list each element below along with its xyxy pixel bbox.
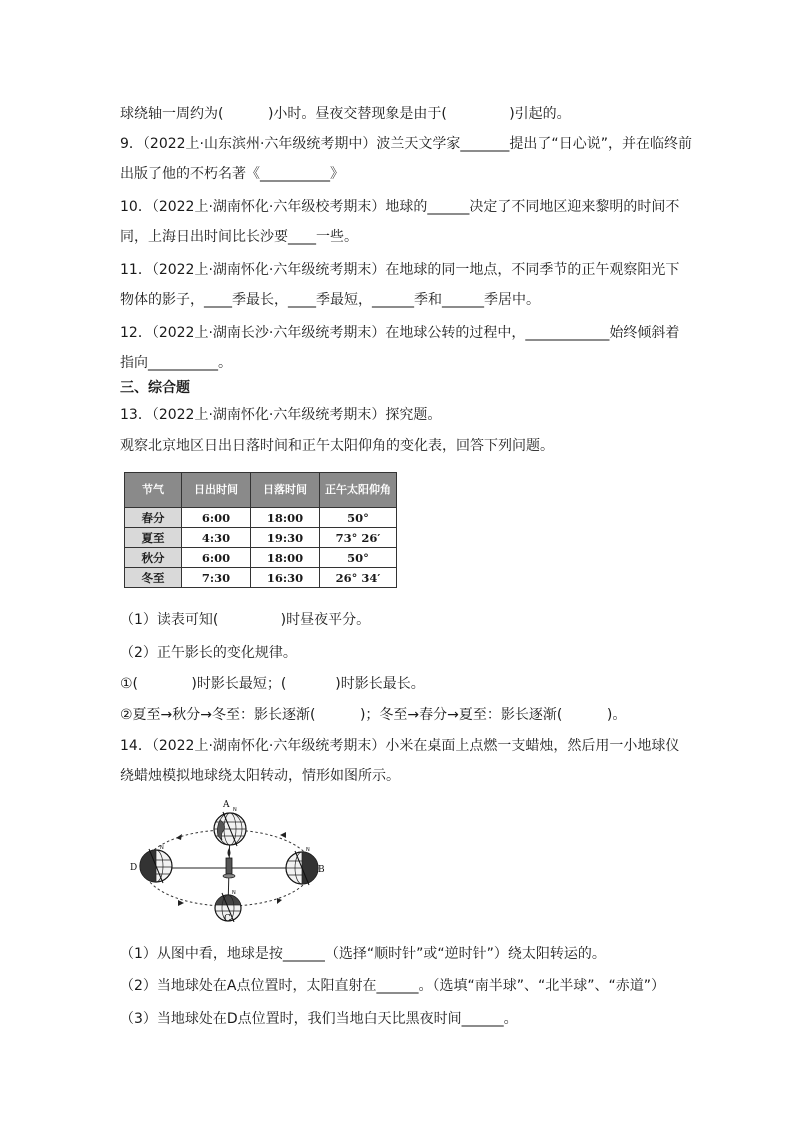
q14-part1: （1）从图中看，地球是按______（选择“顺时针”或“逆时针”）绕太阳转运的。 bbox=[120, 946, 606, 962]
q13-intro: 观察北京地区日出日落时间和正午太阳仰角的变化表，回答下列问题。 bbox=[120, 438, 554, 454]
section-heading: 三、综合题 bbox=[120, 380, 190, 396]
table-header: 节气 bbox=[125, 473, 182, 508]
table-cell: 冬至 bbox=[125, 568, 182, 588]
north-mark-c: N bbox=[232, 890, 236, 896]
table-row bbox=[125, 528, 397, 548]
table-cell: 夏至 bbox=[125, 528, 182, 548]
arrow-icon bbox=[176, 834, 182, 840]
orbit-diagram bbox=[120, 796, 340, 922]
north-mark-d: N bbox=[160, 845, 164, 851]
globe-d-icon bbox=[140, 849, 172, 883]
q11-line2: 物体的影子，____季最长，____季最短，______季和______季居中。 bbox=[120, 292, 540, 308]
table-cell: 19:30 bbox=[251, 528, 320, 548]
table-cell: 6:00 bbox=[182, 508, 251, 528]
globe-b-icon bbox=[286, 851, 318, 885]
q9-line2: 出版了他的不朽名著《__________》 bbox=[120, 166, 344, 182]
table-cell: 73° 26′ bbox=[320, 528, 397, 548]
table-cell: 16:30 bbox=[251, 568, 320, 588]
table-header-row bbox=[125, 473, 397, 508]
label-d: D bbox=[130, 863, 138, 873]
table-cell: 18:00 bbox=[251, 548, 320, 568]
north-mark-a: N bbox=[233, 807, 237, 813]
q10-line2: 同，上海日出时间比长沙要____一些。 bbox=[120, 229, 358, 245]
q8-tail: 球绕轴一周约为( )小时。昼夜交替现象是由于( )引起的。 bbox=[120, 106, 571, 122]
table-header: 正午太阳仰角 bbox=[320, 473, 397, 508]
q13-part2a: ①( )时影长最短；( )时影长最长。 bbox=[120, 676, 425, 692]
table-row bbox=[125, 568, 397, 588]
arrow-icon bbox=[178, 900, 184, 906]
q13-part2: （2）正午影长的变化规律。 bbox=[120, 645, 297, 661]
arrow-icon bbox=[277, 898, 282, 904]
q13-part1: （1）读表可知( )时昼夜平分。 bbox=[120, 612, 371, 628]
q11-line1: 11．（2022上·湖南怀化·六年级统考期末）在地球的同一地点，不同季节的正午观察阳光下 bbox=[120, 262, 680, 278]
table-cell: 50° bbox=[320, 508, 397, 528]
label-a: A bbox=[223, 800, 230, 810]
q12-line2: 指向__________。 bbox=[120, 355, 232, 371]
table-cell: 7:30 bbox=[182, 568, 251, 588]
table-cell: 秋分 bbox=[125, 548, 182, 568]
table-cell: 18:00 bbox=[251, 508, 320, 528]
table-cell: 50° bbox=[320, 548, 397, 568]
table-header: 日出时间 bbox=[182, 473, 251, 508]
table-cell: 春分 bbox=[125, 508, 182, 528]
q14-part3: （3）当地球处在D点位置时，我们当地白天比黑夜时间______。 bbox=[120, 1011, 518, 1027]
globe-a-icon bbox=[214, 812, 246, 846]
table-cell: 4:30 bbox=[182, 528, 251, 548]
table-row bbox=[125, 508, 397, 528]
table-row bbox=[125, 548, 397, 568]
q9-line1: 9．（2022上·山东滨州·六年级统考期中）波兰天文学家_______提出了“日心说”，并在临终前 bbox=[120, 136, 692, 152]
q13-part2b: ②夏至→秋分→冬至：影长逐渐( )；冬至→春分→夏至：影长逐渐( )。 bbox=[120, 707, 627, 723]
q14-line1: 14．（2022上·湖南怀化·六年级统考期末）小米在桌面上点燃一支蜡烛，然后用一小地球仪 bbox=[120, 738, 680, 754]
q13-title: 13．（2022上·湖南怀化·六年级统考期末）探究题。 bbox=[120, 407, 442, 423]
q14-part2: （2）当地球处在A点位置时，太阳直射在______。（选填“南半球”、“北半球”、“赤道”） bbox=[120, 978, 665, 994]
table-cell: 6:00 bbox=[182, 548, 251, 568]
candle-icon bbox=[223, 848, 235, 878]
q14-line2: 绕蜡烛模拟地球绕太阳转动，情形如图所示。 bbox=[120, 768, 400, 784]
arrow-icon bbox=[280, 832, 286, 838]
table-cell: 26° 34′ bbox=[320, 568, 397, 588]
q12-line1: 12．（2022上·湖南长沙·六年级统考期末）在地球公转的过程中，____________始终倾斜着 bbox=[120, 325, 680, 341]
north-mark-b: N bbox=[306, 847, 310, 853]
table-header: 日落时间 bbox=[251, 473, 320, 508]
season-table bbox=[124, 472, 397, 588]
q10-line1: 10．（2022上·湖南怀化·六年级校考期末）地球的______决定了不同地区迎来黎明的时间不 bbox=[120, 199, 680, 215]
label-c: C bbox=[224, 914, 231, 922]
label-b: B bbox=[318, 865, 325, 875]
